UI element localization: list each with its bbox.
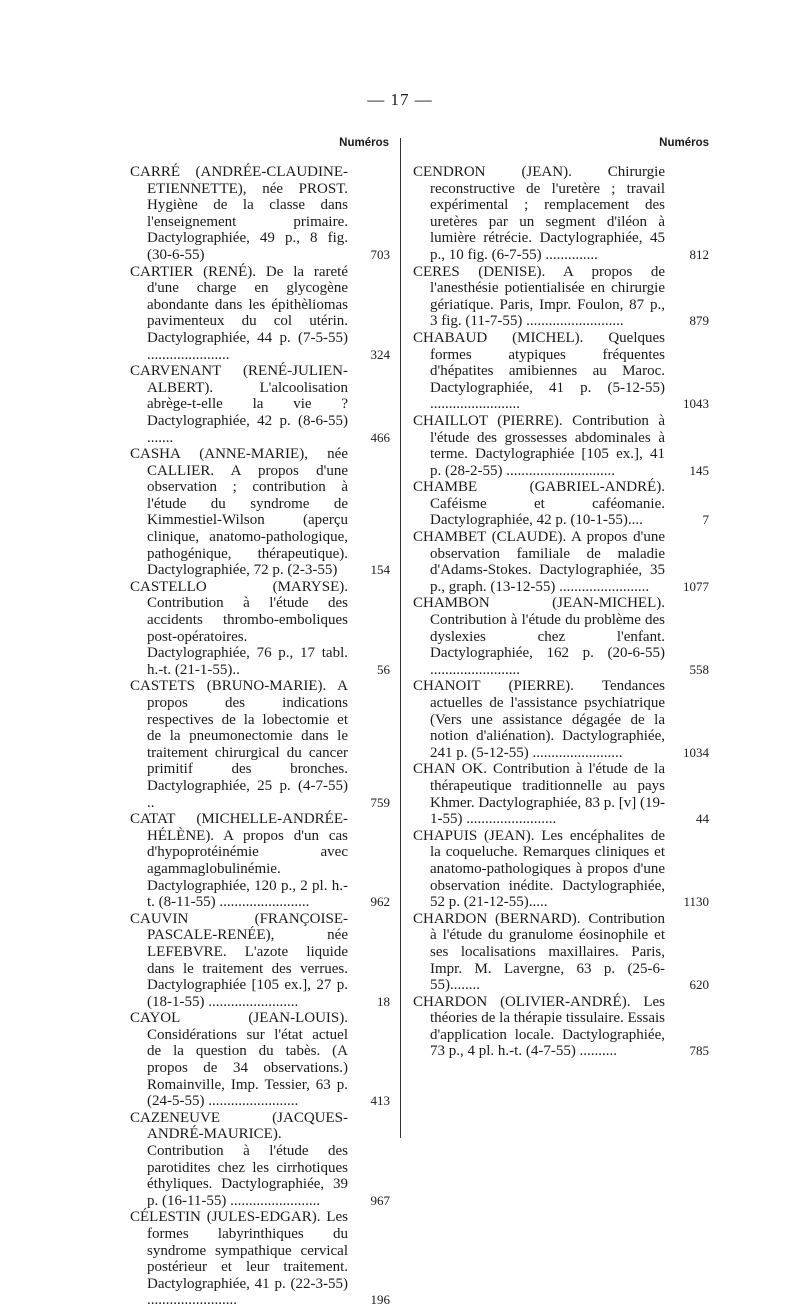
- entry-text: CHAMBE (GABRIEL-ANDRÉ). Caféisme et caféomanie. Dactylographiée, 42 p. (10-1-55)....: [413, 479, 665, 529]
- entry-number: 44: [696, 811, 709, 827]
- entry: [130, 1010, 388, 1110]
- entry: [130, 264, 388, 364]
- entry-text: CHANOIT (PIERRE). Tendances actuelles de l'assistance psychiatrique (Vers une assistance dégagée de la notion d'aliénation). Dactylographiée, 241 p. (5-12-55) ........................: [413, 678, 665, 761]
- entry-text: CARRÉ (ANDRÉE-CLAUDINE-ETIENNETTE), née PROST. Hygiène de la classe dans l'enseignement primaire. Dactylographiée, 49 p., 8 fig. (30-6-55): [130, 164, 348, 263]
- entry-number: 324: [370, 346, 390, 362]
- entry-number: 1034: [683, 744, 709, 760]
- entry: [130, 579, 388, 679]
- entry-text: CATAT (MICHELLE-ANDRÉE-HÉLÈNE). A propos d'un cas d'hypoprotéinémie avec agammaglobulinémie. Dactylographiée, 120 p., 2 pl. h.-t. (8-11-55) ........................: [130, 811, 348, 911]
- entry-text: CHAILLOT (PIERRE). Contribution à l'étude des grossesses abdominales à terme. Dactylographiée [105 ex.], 41 p. (28-2-55) .............................: [413, 412, 665, 479]
- entry-number: 56: [377, 661, 390, 677]
- entry: [413, 164, 709, 264]
- entry-number: 703: [370, 246, 390, 262]
- entry-text: CASHA (ANNE-MARIE), née CALLIER. A propos d'une observation ; contribution à l'étude du syndrome de Kimmestiel-Wilson (aperçu clinique, anatomo-pathologique, pathogénique, thérapeutique). Dactylographiée, 72 p. (2-3-55): [130, 446, 348, 579]
- entry-number: 558: [689, 661, 709, 677]
- entry-text: CASTETS (BRUNO-MARIE). A propos des indications respectives de la lobectomie et de la pneumonectomie dans le traitement chirurgical du cancer primitif des bronches. Dactylographiée, 25 p. (4-7-55) ..: [130, 678, 348, 811]
- entry-number: 466: [370, 429, 390, 445]
- entry-text: CENDRON (JEAN). Chirurgie reconstructive de l'uretère ; travail expérimental ; remplacement des uretères par un segment d'iléon à lumière rétrécie. Dactylographiée, 45 p., 10 fig. (6-7-55) ..............: [413, 164, 665, 263]
- entry-text: CHAN OK. Contribution à l'étude de la thérapeutique traditionnelle au pays Khmer. Dactylographiée, 83 p. [v] (19-1-55) ........................: [413, 761, 665, 828]
- entry-number: 620: [689, 977, 709, 993]
- entry: [413, 910, 709, 994]
- entry: [413, 263, 709, 330]
- entry-number: 196: [370, 1292, 390, 1308]
- entry-number: 413: [370, 1093, 390, 1109]
- entry-number: 18: [377, 993, 390, 1009]
- page-number: — 17 —: [367, 90, 433, 109]
- entry-text: CÉLESTIN (JULES-EDGAR). Les formes labyrinthiques du syndrome sympathique cervical postérieur et leur traitement. Dactylographiée, 41 p. (22-3-55) ........................: [130, 1209, 348, 1309]
- entry-number: 967: [370, 1192, 390, 1208]
- entry-text: CHAPUIS (JEAN). Les encéphalites de la coqueluche. Remarques cliniques et anatomo-pathologiques à propos d'une observation inédite. Dactylographiée, 52 p. (21-12-55).....: [413, 827, 665, 911]
- entry-number: 962: [370, 894, 390, 910]
- entry-text: CAYOL (JEAN-LOUIS). Considérations sur l'état actuel de la question du tabès. (A propos de 34 observations.) Romainville, Imp. Tessier, 63 p. (24-5-55) ........................: [130, 1010, 348, 1110]
- left-column: [130, 134, 388, 1309]
- column-divider: [400, 138, 401, 1138]
- entry-text: CHABAUD (MICHEL). Quelques formes atypiques fréquentes d'hépatites amibiennes au Maroc. Dactylographiée, 41 p. (5-12-55) ........................: [413, 329, 665, 413]
- entry: [130, 1209, 388, 1309]
- entry-text: CAZENEUVE (JACQUES-ANDRÉ-MAURICE). Contribution à l'étude des parotidites chez les cirrhotiques éthyliques. Dactylographiée, 39 p. (16-11-55) ........................: [130, 1109, 348, 1209]
- entry-number: 812: [689, 246, 709, 262]
- entry: [130, 164, 388, 264]
- entry-text: CHAMBET (CLAUDE). A propos d'une observation familiale de maladie d'Adams-Stokes. Dactylographiée, 35 p., graph. (13-12-55) ........................: [413, 529, 665, 595]
- entry: [413, 412, 709, 479]
- entry: [413, 329, 709, 413]
- entry: [130, 911, 388, 1011]
- entry-number: 154: [370, 562, 390, 578]
- right-column: [413, 134, 709, 1060]
- entry-text: CAUVIN (FRANÇOISE-PASCALE-RENÉE), née LEFEBVRE. L'azote liquide dans le traitement des verrues. Dactylographiée [105 ex.], 27 p. (18-1-55) ........................: [130, 910, 348, 1010]
- entry-number: 1077: [683, 578, 709, 594]
- entry-text: CHARDON (OLIVIER-ANDRÉ). Les théories de la thérapie tissulaire. Essais d'application locale. Dactylographiée, 73 p., 4 pl. h.-t. (4-7-55) ..........: [413, 993, 665, 1060]
- entry: [413, 529, 709, 595]
- entry-text: CHARDON (BERNARD). Contribution à l'étude du granulome éosinophile et ses localisations maxillaires. Paris, Impr. M. Lavergne, 63 p. (25-6-55)........: [413, 910, 665, 994]
- entry: [130, 446, 388, 579]
- entry-text: CERES (DENISE). A propos de l'anesthésie potientialisée en chirurgie gériatique. Paris, Impr. Foulon, 87 p., 3 fig. (11-7-55) ..........................: [413, 263, 665, 330]
- entry: [413, 678, 709, 761]
- entry-number: 759: [370, 794, 390, 810]
- entry: [130, 1110, 388, 1210]
- entry-text: CARVENANT (RENÉ-JULIEN-ALBERT). L'alcoolisation abrège-t-elle la vie ? Dactylographiée, 42 p. (8-6-55) .......: [130, 363, 348, 446]
- entry-number: 879: [689, 313, 709, 329]
- entry: [413, 993, 709, 1060]
- entry-number: 145: [689, 462, 709, 478]
- entry-text: CARTIER (RENÉ). De la rareté d'une charge en glycogène abondante dans les épithèliomas pavimenteux du col utérin. Dactylographiée, 44 p. (7-5-55) ......................: [130, 263, 348, 363]
- entry: [413, 479, 709, 529]
- entry-text: CHAMBON (JEAN-MICHEL). Contribution à l'étude du problème des dyslexies chez l'enfant. Dactylographiée, 162 p. (20-6-55) ........................: [413, 595, 665, 678]
- entry: [413, 761, 709, 828]
- entry: [130, 811, 388, 911]
- column-header: Numéros: [339, 137, 389, 149]
- entry-text: CASTELLO (MARYSE). Contribution à l'étude des accidents thrombo-emboliques post-opératoires. Dactylographiée, 76 p., 17 tabl. h.-t. (21-1-55)..: [130, 578, 348, 678]
- entry-number: 1130: [683, 894, 709, 910]
- entry-number: 7: [702, 512, 709, 528]
- entry-number: 785: [689, 1043, 709, 1059]
- entry: [413, 827, 709, 911]
- entry: [130, 363, 388, 446]
- entry-number: 1043: [683, 396, 709, 412]
- entry: [130, 678, 388, 811]
- entry: [413, 595, 709, 678]
- column-header: Numéros: [659, 137, 709, 149]
